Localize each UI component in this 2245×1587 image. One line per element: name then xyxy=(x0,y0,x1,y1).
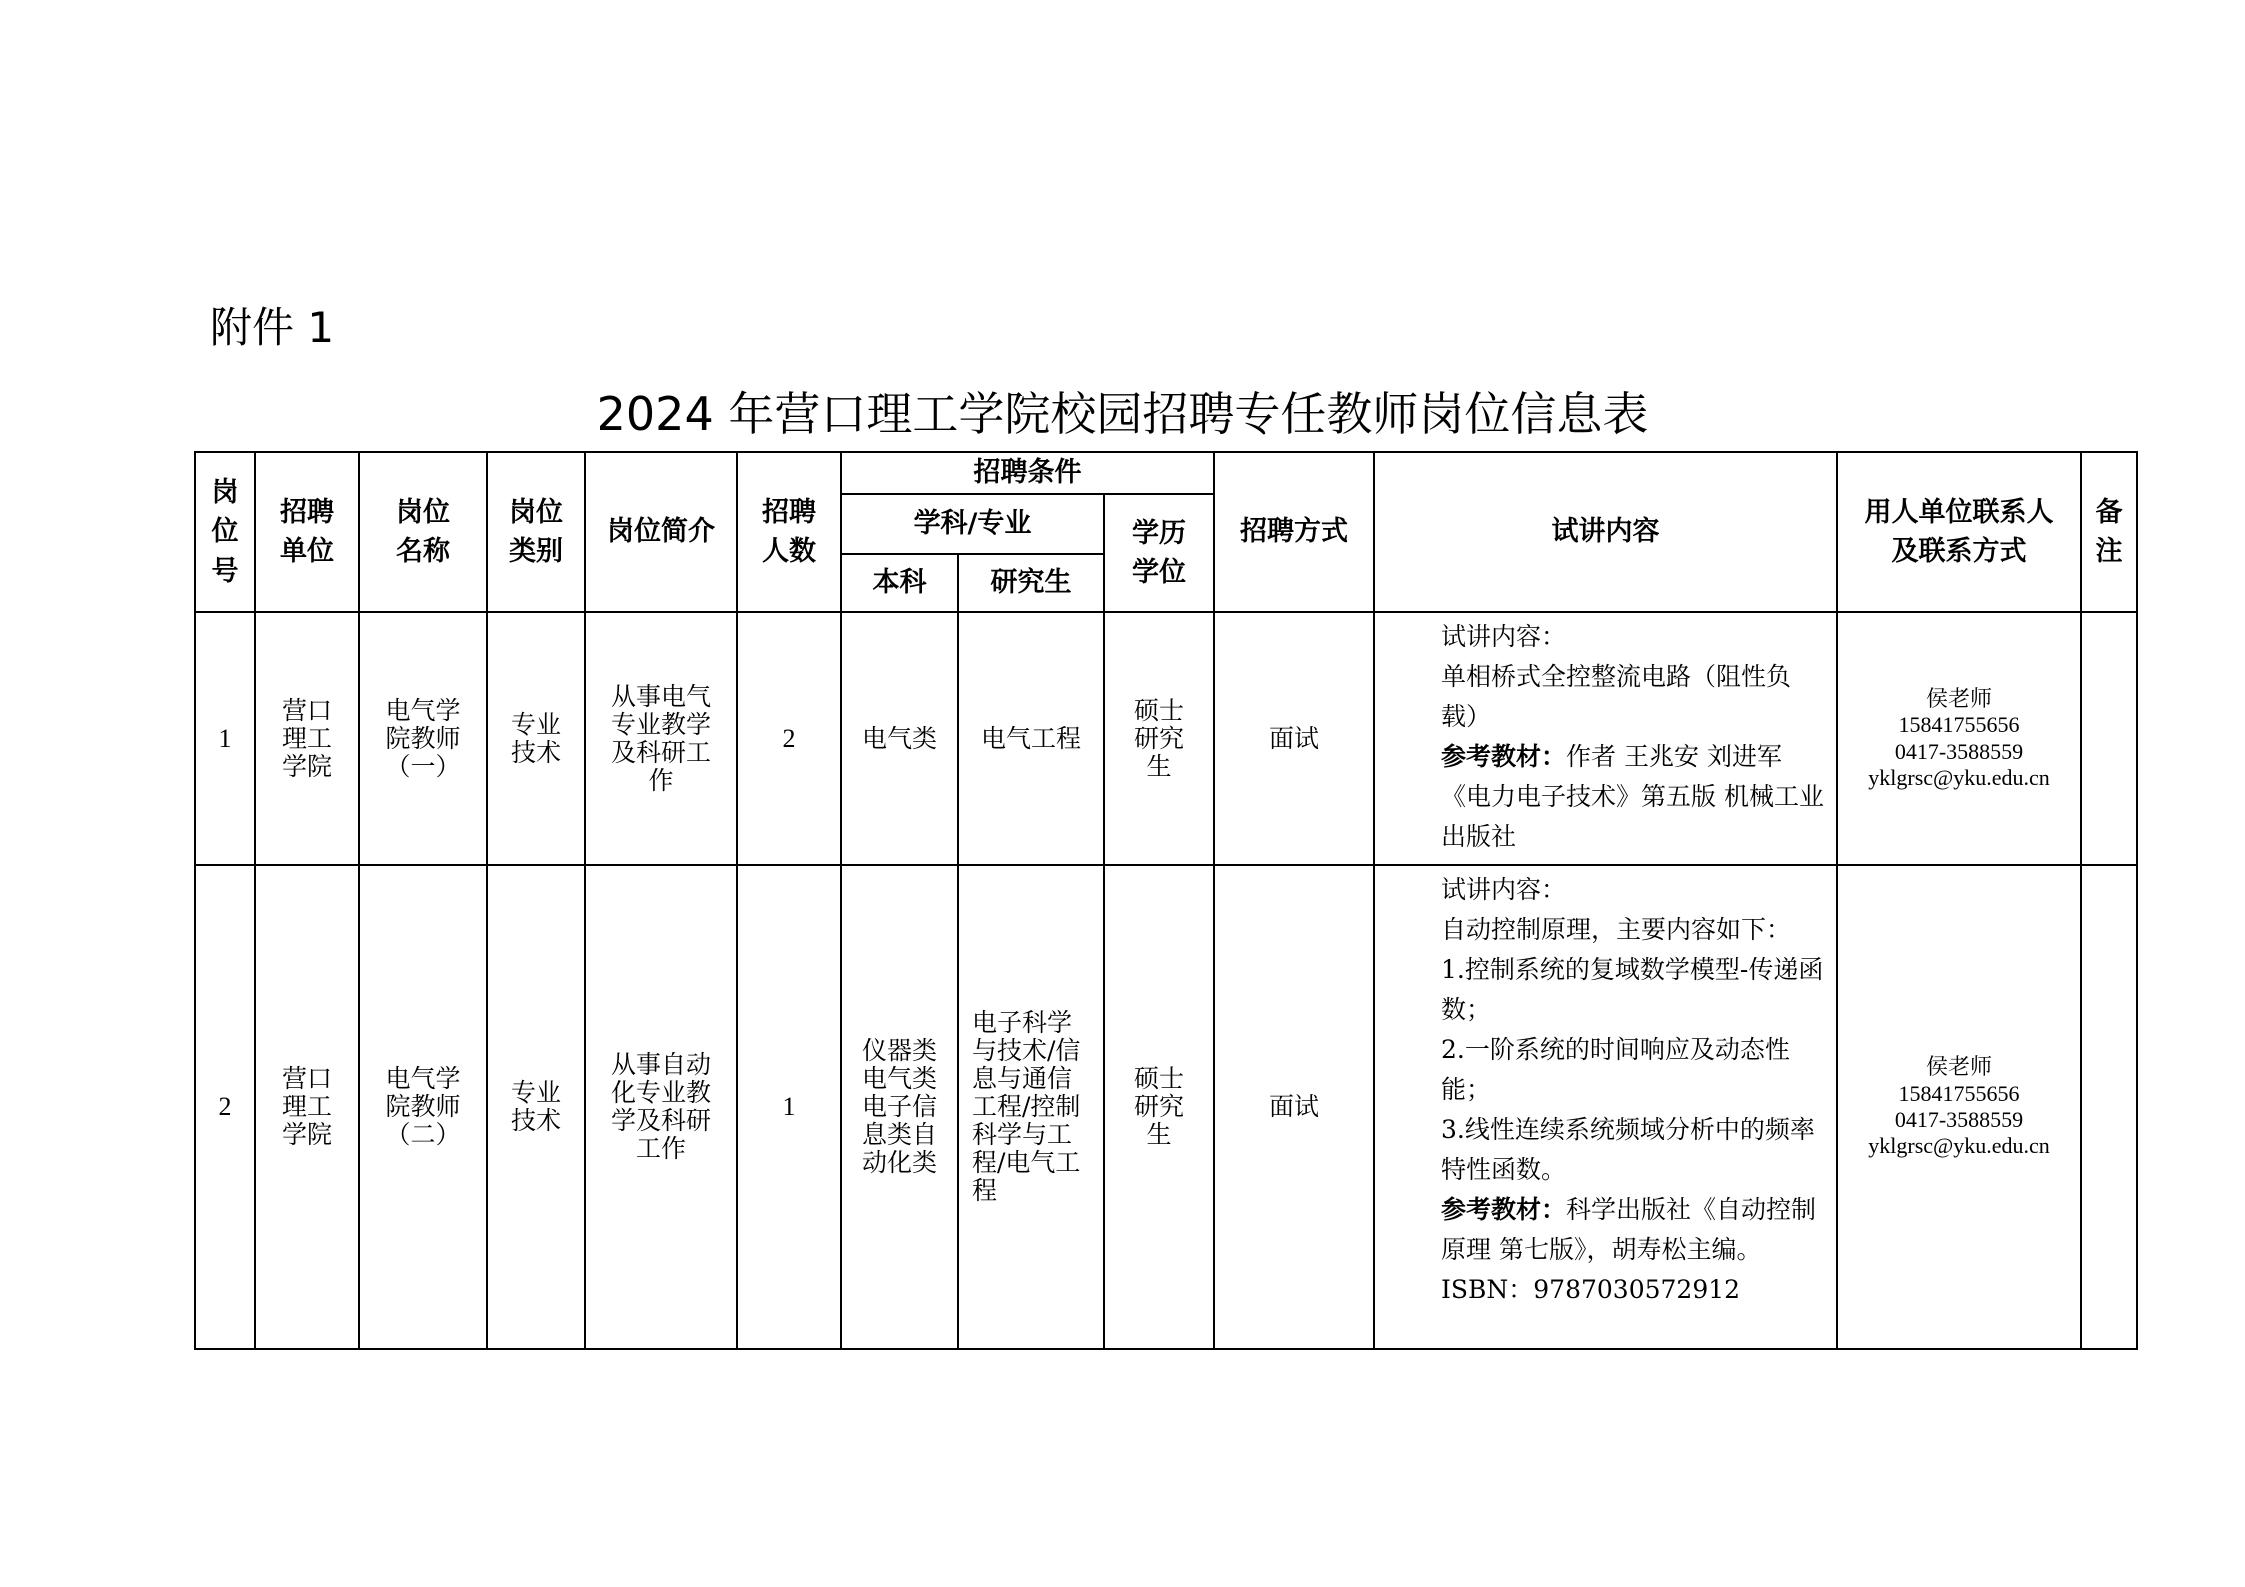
count-cell: 1 xyxy=(737,865,841,1349)
undergrad-cell: 仪器类电气类电子信息类自动化类 xyxy=(841,865,958,1349)
post-name-cell: 电气学院教师（二） xyxy=(359,865,487,1349)
header-unit: 招聘单位 xyxy=(255,452,359,612)
post-name-cell: 电气学院教师（一） xyxy=(359,612,487,865)
reference-label: 参考教材： xyxy=(1441,1195,1567,1224)
remark-cell xyxy=(2081,865,2137,1349)
graduate-cell: 电气工程 xyxy=(958,612,1104,865)
contact-email: yklgrsc@yku.edu.cn xyxy=(1868,764,2050,790)
post-intro-cell: 从事自动化专业教学及科研工作 xyxy=(585,865,737,1349)
page-title: 2024 年营口理工学院校园招聘专任教师岗位信息表 xyxy=(596,387,1649,441)
reference-text: 作者 王兆安 刘进军《电力电子技术》第五版 机械工业出版社 xyxy=(1441,742,1824,851)
contact-phone: 0417-3588559 xyxy=(1894,738,2024,764)
lecture-line: 自动控制原理，主要内容如下： xyxy=(1441,915,1792,944)
remark-cell xyxy=(2081,612,2137,865)
method-cell: 面试 xyxy=(1214,865,1374,1349)
header-post-intro: 岗位简介 xyxy=(585,452,737,612)
header-post-name: 岗位名称 xyxy=(359,452,487,612)
count-cell: 2 xyxy=(737,612,841,865)
header-contact: 用人单位联系人及联系方式 xyxy=(1837,452,2081,612)
lecture-line: 1.控制系统的复域数学模型-传递函数； xyxy=(1441,955,1824,1024)
contact-phone: 0417-3588559 xyxy=(1894,1107,2024,1132)
degree-cell: 硕士研究生 xyxy=(1104,612,1214,865)
lecture-line: 2.一阶系统的时间响应及动态性能； xyxy=(1441,1035,1790,1104)
header-undergrad: 本科 xyxy=(841,554,958,612)
attachment-label: 附件 1 xyxy=(210,303,335,352)
lecture-cell xyxy=(1374,865,1837,1349)
header-count: 招聘人数 xyxy=(737,452,841,612)
contact-cell xyxy=(1837,612,2081,865)
unit-cell: 营口理工学院 xyxy=(255,865,359,1349)
post-intro-cell: 从事电气专业教学及科研工作 xyxy=(585,612,737,865)
method-cell: 面试 xyxy=(1214,612,1374,865)
contact-name: 侯老师 xyxy=(1926,1054,1993,1080)
contact-name: 侯老师 xyxy=(1926,685,1993,711)
header-graduate: 研究生 xyxy=(958,554,1104,612)
lecture-label: 试讲内容： xyxy=(1441,622,1567,651)
reference-label: 参考教材： xyxy=(1441,742,1567,771)
post-no-cell: 1 xyxy=(195,612,255,865)
post-type-cell: 专业技术 xyxy=(487,612,585,865)
reference-text: 科学出版社《自动控制原理 第七版》，胡寿松主编。ISBN：9787030572912 xyxy=(1441,1195,1817,1304)
contact-mobile: 15841755656 xyxy=(1898,1080,2020,1106)
undergrad-cell: 电气类 xyxy=(841,612,958,865)
header-degree: 学历学位 xyxy=(1104,494,1214,612)
header-post-no: 岗位号 xyxy=(195,452,255,612)
header-remark: 备注 xyxy=(2081,452,2137,612)
lecture-line: 单相桥式全控整流电路（阻性负载） xyxy=(1441,662,1792,731)
table-row xyxy=(195,865,2137,1349)
lecture-cell xyxy=(1374,612,1837,865)
header-lecture: 试讲内容 xyxy=(1374,452,1837,612)
header-conditions: 招聘条件 xyxy=(841,452,1214,494)
table-row xyxy=(195,612,2137,865)
contact-cell xyxy=(1837,865,2081,1349)
unit-cell: 营口理工学院 xyxy=(255,612,359,865)
lecture-label: 试讲内容： xyxy=(1441,875,1567,904)
degree-cell: 硕士研究生 xyxy=(1104,865,1214,1349)
header-post-type: 岗位类别 xyxy=(487,452,585,612)
post-no-cell: 2 xyxy=(195,865,255,1349)
contact-email: yklgrsc@yku.edu.cn xyxy=(1868,1133,2050,1159)
lecture-line: 3.线性连续系统频域分析中的频率特性函数。 xyxy=(1441,1115,1815,1184)
graduate-cell: 电子科学与技术/信息与通信工程/控制科学与工程/电气工程 xyxy=(958,865,1104,1349)
post-type-cell: 专业技术 xyxy=(487,865,585,1349)
header-method: 招聘方式 xyxy=(1214,452,1374,612)
header-major: 学科/专业 xyxy=(841,494,1104,554)
contact-mobile: 15841755656 xyxy=(1898,712,2020,738)
job-table xyxy=(194,451,2138,1350)
